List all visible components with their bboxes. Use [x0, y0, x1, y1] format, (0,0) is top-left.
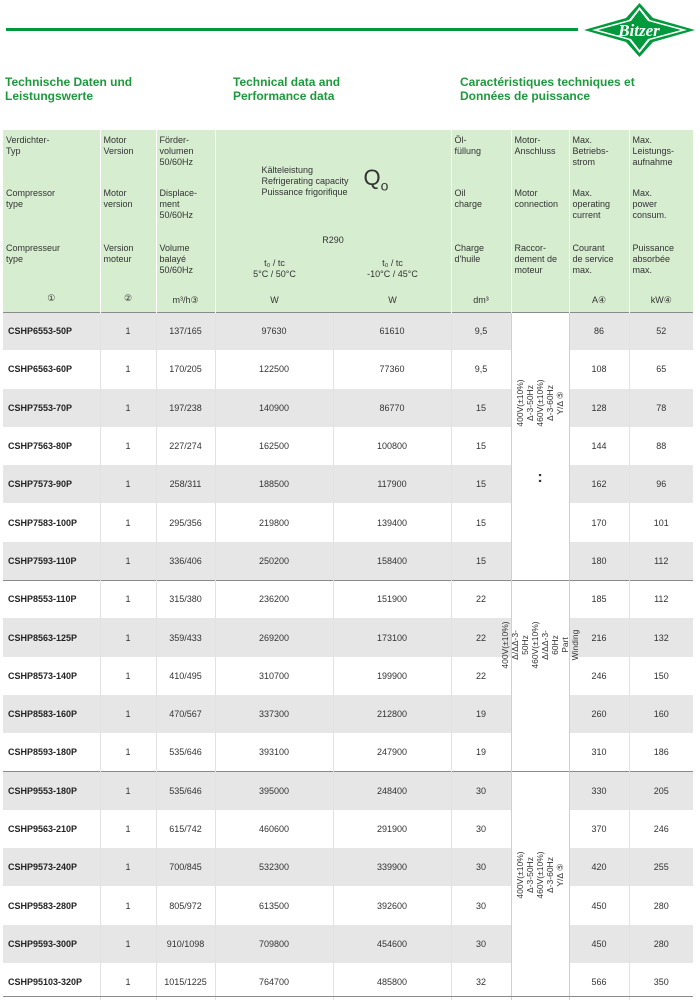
header-rule: [6, 28, 578, 31]
cell-capacity-10-45: 291900: [333, 810, 451, 848]
cell-capacity-5-50: 532300: [215, 848, 333, 886]
cell-oil-charge: 22: [451, 580, 511, 618]
cell-motor-version: 1: [100, 733, 156, 771]
cell-motor-version: 1: [100, 963, 156, 1000]
cell-compressor-type: CSHP9573-240P: [3, 848, 100, 886]
table-row: [3, 465, 693, 503]
cell-oil-charge: 30: [451, 925, 511, 963]
table-row: [3, 733, 693, 771]
cell-max-power: 52: [629, 312, 693, 350]
cell-max-current: 180: [569, 542, 629, 580]
table-header: [3, 130, 693, 312]
cell-oil-charge: 15: [451, 465, 511, 503]
cell-capacity-5-50: 310700: [215, 657, 333, 695]
cell-max-current: 86: [569, 312, 629, 350]
cell-max-current: 566: [569, 963, 629, 1000]
motor-connection-group-2: [500, 580, 580, 771]
cell-max-current: 108: [569, 350, 629, 388]
cell-oil-charge: 30: [451, 848, 511, 886]
cell-capacity-10-45: 339900: [333, 848, 451, 886]
condition-1: t₀ / tc 5°C / 50°C: [253, 258, 296, 279]
header-compressor-type: Verdichter- Typ Compressor type Compresseur type ①: [3, 130, 100, 312]
cell-compressor-type: CSHP7563-80P: [3, 427, 100, 465]
cell-capacity-5-50: 97630: [215, 312, 333, 350]
cell-oil-charge: 30: [451, 886, 511, 924]
header-motor-version: Motor Version Motor version Version moteur ②: [100, 130, 156, 312]
cell-oil-charge: 32: [451, 963, 511, 1000]
header-oil-charge: Öl- füllung Oil charge Charge d'huile dm³: [451, 130, 511, 312]
cell-motor-version: 1: [100, 427, 156, 465]
cell-max-power: 132: [629, 618, 693, 656]
cell-compressor-type: CSHP95103-320P: [3, 963, 100, 1000]
cell-oil-charge: 9,5: [451, 350, 511, 388]
table-row: [3, 848, 693, 886]
header-max-current: Max. Betriebs- strom Max. operating current Courant de service max. A④: [569, 130, 629, 312]
cell-compressor-type: CSHP9553-180P: [3, 772, 100, 810]
cell-displacement: 227/274: [156, 427, 215, 465]
cell-displacement: 336/406: [156, 542, 215, 580]
motor-connection-group-1: [511, 312, 569, 580]
cell-capacity-10-45: 100800: [333, 427, 451, 465]
cell-capacity-5-50: 188500: [215, 465, 333, 503]
cell-displacement: 1015/1225: [156, 963, 215, 1000]
cell-max-power: 88: [629, 427, 693, 465]
cell-oil-charge: 15: [451, 427, 511, 465]
table-row: [3, 542, 693, 580]
cell-displacement: 910/1098: [156, 925, 215, 963]
cell-max-current: 162: [569, 465, 629, 503]
cell-max-current: 185: [569, 580, 629, 618]
cell-capacity-5-50: 122500: [215, 350, 333, 388]
cell-oil-charge: 15: [451, 542, 511, 580]
motor-connection-group-3: [511, 772, 569, 1000]
cell-compressor-type: CSHP9593-300P: [3, 925, 100, 963]
cell-motor-version: 1: [100, 389, 156, 427]
table-row: [3, 810, 693, 848]
cell-motor-version: 1: [100, 542, 156, 580]
cell-oil-charge: 9,5: [451, 312, 511, 350]
cell-capacity-5-50: 764700: [215, 963, 333, 1000]
cell-oil-charge: 30: [451, 772, 511, 810]
cell-capacity-10-45: 173100: [333, 618, 451, 656]
cell-compressor-type: CSHP8553-110P: [3, 580, 100, 618]
cell-compressor-type: CSHP9563-210P: [3, 810, 100, 848]
table-row: [3, 618, 693, 656]
cell-capacity-5-50: 269200: [215, 618, 333, 656]
cell-capacity-5-50: 236200: [215, 580, 333, 618]
cell-max-current: 450: [569, 886, 629, 924]
table-bottom-rule: [3, 996, 693, 997]
cell-motor-version: 1: [100, 350, 156, 388]
logo-text: Bitzer: [618, 21, 660, 40]
cell-max-current: 260: [569, 695, 629, 733]
cell-motor-version: 1: [100, 312, 156, 350]
table-row: [3, 657, 693, 695]
cell-displacement: 359/433: [156, 618, 215, 656]
table-row: [3, 312, 693, 350]
cell-motor-version: 1: [100, 925, 156, 963]
cell-capacity-5-50: 393100: [215, 733, 333, 771]
cell-compressor-type: CSHP9583-280P: [3, 886, 100, 924]
cell-motor-version: 1: [100, 503, 156, 541]
cell-max-current: 450: [569, 925, 629, 963]
cell-max-current: 170: [569, 503, 629, 541]
note-2-icon: ②: [123, 292, 133, 303]
cell-max-current: 420: [569, 848, 629, 886]
cell-compressor-type: CSHP7573-90P: [3, 465, 100, 503]
cell-displacement: 258/311: [156, 465, 215, 503]
cell-max-current: 330: [569, 772, 629, 810]
cell-motor-version: 1: [100, 886, 156, 924]
heading-de: Technische Daten und Leistungswerte: [5, 75, 133, 103]
cell-compressor-type: CSHP7593-110P: [3, 542, 100, 580]
cell-max-power: 150: [629, 657, 693, 695]
cell-capacity-10-45: 248400: [333, 772, 451, 810]
condition-2: t₀ / tc -10°C / 45°C: [367, 258, 418, 279]
technical-data-table: [3, 130, 693, 1000]
cell-displacement: 315/380: [156, 580, 215, 618]
cell-displacement: 295/356: [156, 503, 215, 541]
note-1-icon: ①: [47, 292, 56, 303]
cell-displacement: 137/165: [156, 312, 215, 350]
header-motor-connection: Motor- Anschluss Motor connection Raccor- dement de moteur: [511, 130, 569, 312]
cell-motor-version: 1: [100, 657, 156, 695]
header-max-power: Max. Leistungs- aufnahme Max. power consum. Puissance absorbée max. kW④: [629, 130, 693, 312]
cell-motor-version: 1: [100, 772, 156, 810]
heading-en: Technical data and Performance data: [233, 75, 341, 103]
cell-capacity-10-45: 212800: [333, 695, 451, 733]
refrigerant-label: R290: [322, 235, 344, 245]
cell-displacement: 410/495: [156, 657, 215, 695]
cell-max-current: 246: [569, 657, 629, 695]
cell-capacity-5-50: 613500: [215, 886, 333, 924]
cell-compressor-type: CSHP6563-60P: [3, 350, 100, 388]
cell-max-power: 112: [629, 580, 693, 618]
cell-motor-version: 1: [100, 465, 156, 503]
cell-capacity-10-45: 485800: [333, 963, 451, 1000]
cell-capacity-5-50: 140900: [215, 389, 333, 427]
cell-max-power: 101: [629, 503, 693, 541]
table-row: [3, 427, 693, 465]
cell-max-current: 216: [569, 618, 629, 656]
cell-oil-charge: 22: [451, 618, 511, 656]
qo-symbol: $Q_o$: [363, 165, 389, 194]
cell-max-power: 350: [629, 963, 693, 1000]
cell-displacement: 170/205: [156, 350, 215, 388]
cell-capacity-10-45: 247900: [333, 733, 451, 771]
cell-capacity-10-45: 77360: [333, 350, 451, 388]
cell-max-power: 255: [629, 848, 693, 886]
cell-displacement: 197/238: [156, 389, 215, 427]
cell-motor-version: 1: [100, 848, 156, 886]
table-row: [3, 350, 693, 388]
cell-displacement: 615/742: [156, 810, 215, 848]
cell-capacity-5-50: 395000: [215, 772, 333, 810]
heading-fr: Caractéristiques techniques et Données de puissance: [460, 75, 635, 103]
cell-capacity-10-45: 454600: [333, 925, 451, 963]
cell-max-current: 310: [569, 733, 629, 771]
cell-compressor-type: CSHP7553-70P: [3, 389, 100, 427]
cell-oil-charge: 22: [451, 657, 511, 695]
cell-compressor-type: CSHP8583-160P: [3, 695, 100, 733]
cell-oil-charge: 30: [451, 810, 511, 848]
table-row: [3, 389, 693, 427]
cell-capacity-10-45: 392600: [333, 886, 451, 924]
table-row: [3, 695, 693, 733]
cell-motor-version: 1: [100, 618, 156, 656]
cell-displacement: 700/845: [156, 848, 215, 886]
cell-compressor-type: CSHP8563-125P: [3, 618, 100, 656]
cell-capacity-10-45: 61610: [333, 312, 451, 350]
header-displacement: Förder- volumen 50/60Hz Displace- ment 50/60Hz Volume balayé 50/60Hz m³/h③: [156, 130, 215, 312]
cell-max-power: 205: [629, 772, 693, 810]
cell-capacity-10-45: 139400: [333, 503, 451, 541]
header-refrigerating-capacity: Kälteleistung Refrigerating capacity Puissance frigorifique $Q_o$ R290 t₀ / tc 5°C / 50°C t₀ / tc -10°C / 45°C W W: [215, 130, 451, 312]
cell-capacity-10-45: 151900: [333, 580, 451, 618]
cell-capacity-10-45: 199900: [333, 657, 451, 695]
cell-compressor-type: CSHP6553-50P: [3, 312, 100, 350]
cell-capacity-5-50: 219800: [215, 503, 333, 541]
cell-capacity-5-50: 460600: [215, 810, 333, 848]
cell-displacement: 535/646: [156, 733, 215, 771]
cell-displacement: 805/972: [156, 886, 215, 924]
cell-motor-version: 1: [100, 810, 156, 848]
cell-compressor-type: CSHP8573-140P: [3, 657, 100, 695]
cell-max-power: 280: [629, 886, 693, 924]
cell-motor-version: 1: [100, 580, 156, 618]
table-row: [3, 886, 693, 924]
cell-oil-charge: 15: [451, 503, 511, 541]
cell-max-power: 96: [629, 465, 693, 503]
cell-max-power: 112: [629, 542, 693, 580]
cell-capacity-10-45: 86770: [333, 389, 451, 427]
cell-max-power: 186: [629, 733, 693, 771]
cell-capacity-10-45: 158400: [333, 542, 451, 580]
bitzer-logo: [583, 2, 696, 58]
cell-max-power: 280: [629, 925, 693, 963]
cell-displacement: 535/646: [156, 772, 215, 810]
table-row: [3, 925, 693, 963]
cell-max-current: 144: [569, 427, 629, 465]
cell-motor-version: 1: [100, 695, 156, 733]
connection-text: 400V(±10%) Δ/ΔΔ-3-50Hz 460V(±10%) Δ/ΔΔ-3-60Hz Part Winding: [500, 621, 580, 669]
table-row: [3, 963, 693, 1000]
cell-capacity-10-45: 117900: [333, 465, 451, 503]
cell-max-power: 78: [629, 389, 693, 427]
table-row: [3, 503, 693, 541]
table-body: [3, 312, 693, 1000]
cell-oil-charge: 19: [451, 695, 511, 733]
cell-oil-charge: 19: [451, 733, 511, 771]
connection-colon: :: [537, 469, 543, 487]
cell-compressor-type: CSHP8593-180P: [3, 733, 100, 771]
cell-max-power: 65: [629, 350, 693, 388]
cell-oil-charge: 15: [451, 389, 511, 427]
cell-max-power: 160: [629, 695, 693, 733]
table-row: [3, 580, 693, 618]
cell-capacity-5-50: 162500: [215, 427, 333, 465]
cell-capacity-5-50: 250200: [215, 542, 333, 580]
cell-max-current: 128: [569, 389, 629, 427]
cell-displacement: 470/567: [156, 695, 215, 733]
cell-capacity-5-50: 709800: [215, 925, 333, 963]
table-row: [3, 772, 693, 810]
connection-text: 400V(±10%) Δ-3-50Hz 460V(±10%) Δ-3-60Hz Y/Δ ⑤: [515, 379, 565, 427]
cell-max-current: 370: [569, 810, 629, 848]
connection-text: 400V(±10%) Δ-3-50Hz 460V(±10%) Δ-3-60Hz Y/Δ ⑤: [515, 851, 565, 899]
cell-compressor-type: CSHP7583-100P: [3, 503, 100, 541]
cell-max-power: 246: [629, 810, 693, 848]
cell-capacity-5-50: 337300: [215, 695, 333, 733]
